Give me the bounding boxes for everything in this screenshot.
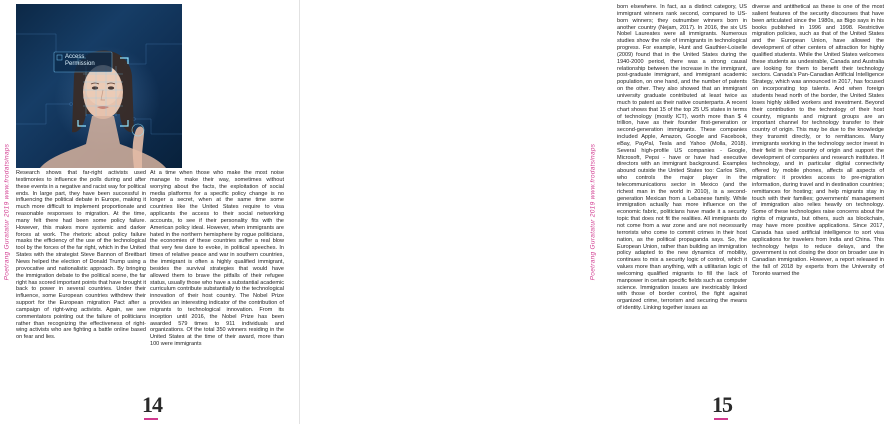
vertical-running-title-right bbox=[586, 0, 600, 424]
page-number-accent-left bbox=[144, 418, 158, 420]
running-title-text: Poetrang Guratatur 2019 www.frodatsinaps bbox=[3, 143, 11, 281]
page-number-right: 15 bbox=[712, 392, 732, 417]
right-page-column-2: diverse and antithetical as these is one of the most salient features of the security discourses that have been articulated since the 1980s, as Bigo says in his books published in 1996 and 1998. Restrictive migration policies, such as that of the United States and the European Union, have allowed the development of other centers of attraction for highly qualified students. While the United States welcomes these students as undesirable, Canada and Australia are looking for them to benefit their technology sectors. Canada's Pan-Canadian Artificial Intelligence Strategy, which was announced in 2017, has focused on incorporating top talents. And when foreign students head north of the border, the United States loses highly skilled workers and investment. Beyond their contribution to the technology of their host country, migrants and migrant groups are an important channel for technology transfer to their country of origin. This may be due to the knowledge they transmit directly, or to remittances. Many immigrants working in the technology sector invest in their field in their country of origin and support the development of companies and research institutes. If technology, and in particular digital connectivity offered by mobile phones, affects all aspects of migration: it provides access to pre-migration information, during travel and in destination countries; remittances for hosting; and help migrants stay in touch with their families; governments' management of immigration also relies heavily on technology. Some of these technologies raise concerns about the rights of migrants, but others, such as blockchain, may have more positive applications. Since 2017, Canada has used artificial intelligence to sort visa applications for travelers from India and China. This technology helps to reduce delays, and the government is not closing the door on broader use in Canadian immigration. However, a report released in the fall of 2018 by experts from the University of Toronto warned the bbox=[752, 4, 884, 277]
left-page-column-1: Research shows that far-right activists used testimonies to influence the polls during and after these events in a negative and racist way for political ends. In large part, they have been successful in influencing the political debate in Europe, making it much more difficult to implement proportionate and reasonable responses to migration. At the time, many felt there had been some policy failure. However, this makes more systemic and darker forces at work. The rhetoric about policy failure masks the efficiency of the use of the technological tool by the forces of the far right, which in the United States with the strategist Steve Bannon of Breitbart News helped the election of Donald Trump using a provocative and nationalistic approach. By bringing the immigration debate to the political scene, the far right has scored important points that have brought it back to power in several countries. Under their influence, some European countries withdrew their support for the European migration Pact after a campaign of right-wing activists. Again, we see commentators pointing out the failure of politicians rather than recognizing the effectiveness of right-wing activists who are fighting a battle online based on fear and lies. bbox=[16, 170, 146, 341]
left-page-column-2: At a time when those who make the most noise manage to make their way, sometimes without worrying about the facts, the exploitation of social media platforms for a specific policy change is no longer a secret, when at the same time some countries like the United States require to visa applicants the access to their social networking accounts, to see if their personality fits with the American policy ideal. However, when immigrants are hated in the northern hemisphere by rogue politicians, the economies of these countries suffer a real blow that very few dare to evoke, in political speeches. In times of relative peace and war in southern countries, the immigrant is often a highly qualified immigrant, besides the survival strategies that would have allowed them to brave the pitfalls of their refugee status, usually those who have a substantial academic curriculum contribute substantially to the technological innovation of their host country. The Nobel Prize provides an interesting indicator of the contribution of migrants to technological innovation. From its inception until 2016, the Nobel Prize has been awarded 579 times to 911 individuals and organizations. Of the total 350 winners residing in the United States at the time of their award, more than 100 were immigrants bbox=[150, 170, 284, 348]
hud-badge bbox=[65, 54, 95, 68]
right-page bbox=[300, 0, 884, 424]
right-page-column-1: born elsewhere. In fact, as a distinct category, US immigrant winners rank second, compared to US-born winners; they outnumber winners born in another country (Nejam, 2017). In 2016, the six US Nobel Laureates were all immigrants. Numerous studies show the role of immigrants in technological progress. For example, Hunt and Gauthier-Loiselle (2009) found that in the United States during the 1940-2000 period, there was a strong causal relationship between the increase in the immigrant, post-graduate immigrant, and immigrant academic population, on one hand, and the number of patents on the other. They also showed that an immigrant university graduate contributed at least twice as much to patent as their native counterparts. A recent chart shows that 15 of the top 25 US states in terms of technology (mostly ICT), worth more than $ 4 trillion, have as their founder first-generation or second-generation immigrants. These companies included Apple, Amazon, Google and Facebook, eBay, PayPal, Tesla and Yahoo (Molla, 2018). Several high-profile US companies - Google, Microsoft, Pepsi - have or have had executive directors with an immigrant background. Examples abound outside the United States too: Carlos Slim, who controls the major player in the telecommunications sector in Mexico (and the richest man in the world in 2010), is a second-generation Mexican from a Lebanese family. While immigration actually has more influence on the economic fabric, politicians have made it a security topic that does not fit the realities. All immigrants do not come from a war zone and are not necessarily terrorists who come to commit crimes in their host nation, as the political propaganda says. So, the European Union, rather than building an immigration policy adapted to the new dynamics of mobility, continues to mix a security logic of control, which it values more than anything, with a utilitarian logic of welcoming qualified migrants to fill the lack of manpower in certain specific fields such as computer science. Immigration issues are inextricably linked with those of border control, the fight against organized crime, terrorism and securing the means of identity. Linking together issues as bbox=[617, 4, 747, 312]
face-scan-illustration bbox=[16, 4, 182, 168]
page-number-left: 14 bbox=[142, 392, 162, 417]
page-number-accent-right bbox=[714, 418, 728, 420]
left-page bbox=[0, 0, 300, 424]
hud-badge-line1: Access bbox=[65, 54, 85, 60]
running-title-text-right: Poetrang Guratatur 2019 www.frodatsinaps bbox=[589, 143, 597, 281]
hud-badge-line2: Permission bbox=[65, 61, 95, 67]
access-permission-photo bbox=[16, 4, 182, 168]
vertical-running-title bbox=[0, 0, 14, 424]
